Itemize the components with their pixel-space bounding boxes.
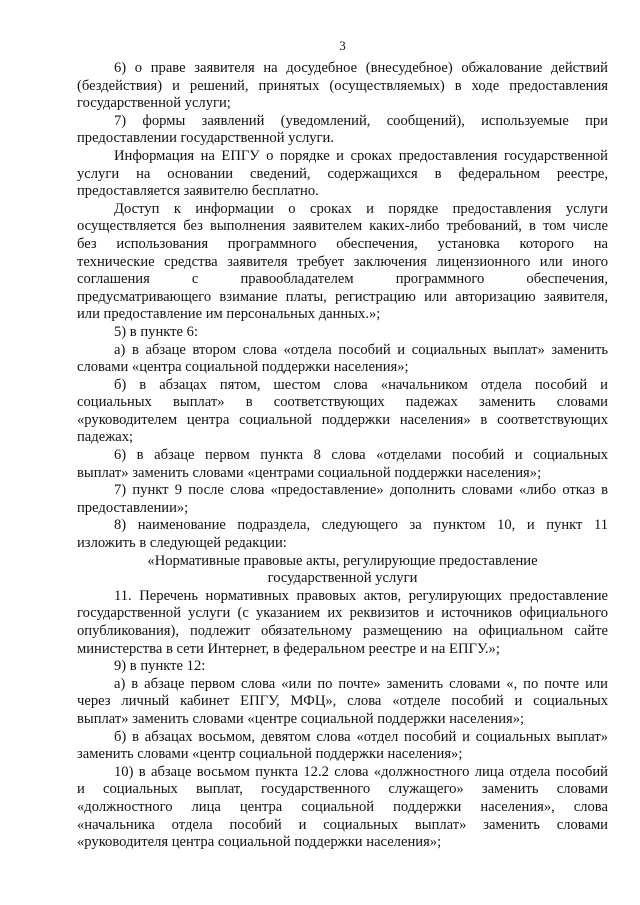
text-line: государственной услуги (с указанием их реквизитов и источников официального — [77, 605, 608, 622]
text-line: министерства в сети Интернет, в федеральном реестре и на ЕПГУ.»; — [77, 640, 500, 657]
text-line: б) в абзацах восьмом, девятом слова «отдел пособий и социальных выплат» — [114, 728, 608, 745]
text-line: «Нормативные правовые акты, регулирующие предоставление — [147, 552, 538, 569]
text-line: Доступ к информации о сроках и порядке предоставления услуги — [114, 200, 608, 217]
text-line: 10) в абзаце восьмом пункта 12.2 слова «должностного лица отдела пособий — [114, 763, 608, 780]
text-line: 11. Перечень нормативных правовых актов, регулирующих предоставление — [114, 587, 608, 604]
text-line: заменить словами «центр социальной поддержки населения»; — [77, 746, 463, 763]
text-line: 9) в пункте 12: — [114, 658, 206, 675]
text-line: а) в абзаце первом слова «или по почте» заменить словами «, по почте или — [114, 675, 608, 692]
text-line: через личный кабинет ЕПГУ, МФЦ», слова «отделе пособий и социальных — [77, 693, 608, 710]
text-line: государственной услуги — [267, 570, 418, 587]
text-line: «руководителя центра социальной поддержки населения»; — [77, 834, 442, 851]
text-line: «руководителем центра социальной поддержки населения» в соответствующих — [77, 411, 608, 428]
text-line: предоставляется заявителю бесплатно. — [77, 183, 319, 200]
text-line: «должностного лица центра социальной поддержки населения», слова — [77, 798, 608, 815]
text-line: (бездействия) и решений, принятых (осуществляемых) в ходе предоставления — [77, 77, 608, 94]
text-line: или предоставление им персональных данных.»; — [77, 306, 381, 323]
text-line: словами «центра социальной поддержки населения»; — [77, 359, 409, 376]
text-line: 6) о праве заявителя на досудебное (внесудебное) обжалование действий — [114, 60, 608, 76]
text-line: выплат» заменить словами «центре социальной поддержки населения»; — [77, 710, 525, 727]
text-line: «начальника отдела пособий и социальных выплат» заменить словами — [77, 816, 608, 833]
text-line: соглашения с правообладателем программного обеспечения, — [77, 271, 608, 288]
text-line: опубликования), подлежит обязательному размещению на официальном сайте — [77, 623, 608, 639]
text-line: падежах; — [77, 429, 134, 446]
text-line: 8) наименование подраздела, следующего за пунктом 10, и пункт 11 — [114, 517, 608, 534]
text-line: предусматривающего взимание платы, регистрацию или авторизацию заявителя, — [77, 288, 608, 305]
text-line: 6) в абзаце первом пункта 8 слова «отделами пособий и социальных — [114, 447, 608, 464]
document-body — [77, 60, 608, 852]
text-line: 7) пункт 9 после слова «предоставление» дополнить словами «либо отказ в — [114, 482, 608, 499]
text-line: предоставлении государственной услуги. — [77, 130, 334, 147]
text-line: и социальных выплат, государственного служащего» заменить словами — [77, 781, 608, 798]
text-line: предоставлении»; — [77, 499, 189, 516]
text-line: б) в абзацах пятом, шестом слова «начальником отдела пособий и — [114, 376, 608, 393]
text-line: осуществляется без выполнения заявителем каких-либо требований, в том числе — [77, 218, 608, 235]
text-line: изложить в следующей редакции: — [77, 535, 287, 552]
page-number: 3 — [339, 38, 346, 53]
text-line: выплат» заменить словами «центрами социальной поддержки населения»; — [77, 464, 542, 481]
text-line: без использования программного обеспечения, установка которого на — [77, 235, 608, 252]
text-line: Информация на ЕПГУ о порядке и сроках предоставления государственной — [114, 147, 608, 164]
text-line: услуги на основании сведений, содержащихся в федеральном реестре, — [77, 165, 608, 182]
text-line: 7) формы заявлений (уведомлений, сообщений), используемые при — [114, 112, 608, 129]
text-line: государственной услуги; — [77, 95, 231, 112]
text-line: а) в абзаце втором слова «отдела пособий и социальных выплат» заменить — [114, 341, 608, 358]
text-line: технические средства заявителя требует заключения лицензионного или иного — [77, 253, 608, 270]
text-line: социальных выплат» в соответствующих падежах заменить словами — [77, 394, 608, 411]
text-line: 5) в пункте 6: — [114, 323, 199, 340]
